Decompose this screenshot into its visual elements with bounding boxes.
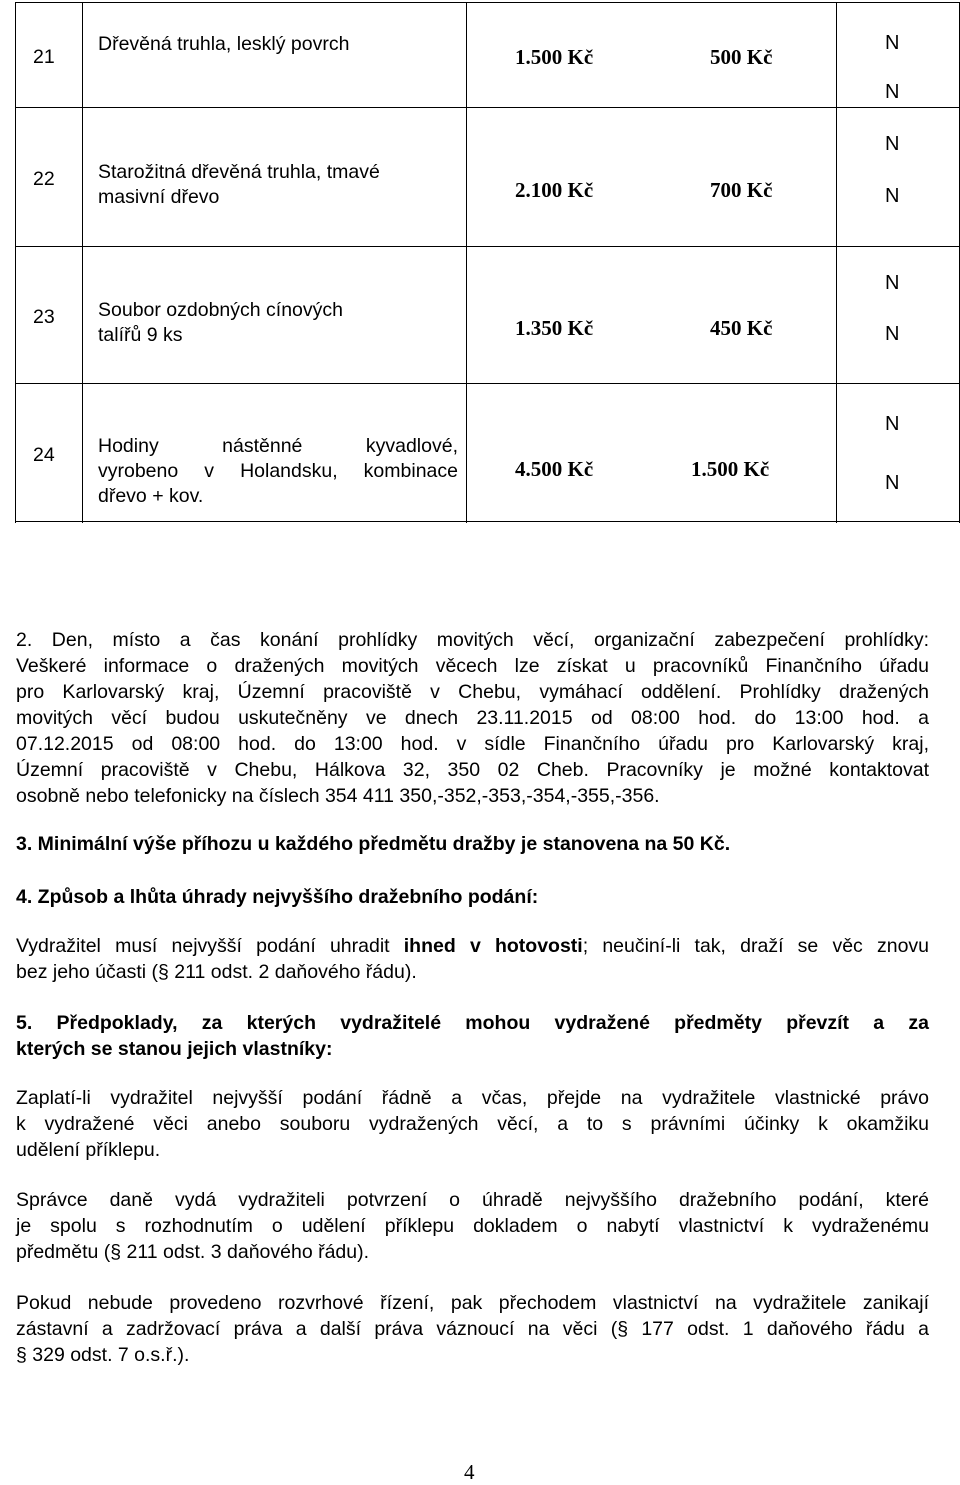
description-line: masivní dřevo (98, 186, 220, 208)
flag-n: N (885, 472, 900, 494)
items-table (15, 2, 960, 523)
minimum-bid: 500 Kč (710, 45, 773, 69)
flag-n: N (885, 323, 900, 345)
text-line: Územní pracoviště v Chebu, Hálkova 32, 350 02 Cheb. Pracovníky je možné kontaktovat (16, 759, 929, 781)
table-border-bottom (15, 521, 960, 522)
section-5-heading (16, 1010, 929, 1062)
section-4-payment-text (16, 933, 929, 985)
heading-line: 5. Předpoklady, za kterých vydražitelé mohou vydražené předměty převzít a za (16, 1012, 929, 1034)
row-number: 24 (33, 444, 55, 466)
row-number: 23 (33, 306, 55, 328)
item-description (98, 434, 458, 509)
minimum-bid: 700 Kč (710, 178, 773, 202)
section-2-inspection (16, 627, 929, 809)
row-number: 21 (33, 46, 55, 68)
minimum-bid: 1.500 Kč (691, 457, 770, 481)
item-description (98, 298, 458, 348)
description-line: talířů 9 ks (98, 324, 183, 346)
text-line: movitých věcí budou uskutečněny ve dnech 23.11.2015 od 08:00 hod. do 13:00 hod. a (16, 707, 929, 729)
item-description (98, 160, 458, 210)
emphasis-text: ihned v hotovosti (403, 935, 583, 957)
text-run: Vydražitel musí nejvyšší podání uhradit (16, 935, 404, 957)
table-col-divider (82, 2, 83, 523)
text-line: udělení příklepu. (16, 1139, 161, 1161)
description-line: vyrobeno v Holandsku, kombinace (98, 460, 458, 482)
row-number: 22 (33, 168, 55, 190)
section-3-minimum-increment: 3. Minimální výše příhozu u každého předmětu dražby je stanovena na 50 Kč. (16, 833, 731, 855)
minimum-bid: 450 Kč (710, 316, 773, 340)
table-border-left (15, 2, 16, 523)
text-line: Správce daně vydá vydražiteli potvrzení o úhradě nejvyššího dražebního podání, které (16, 1189, 929, 1211)
table-border-top (15, 2, 960, 3)
text-line: předmětu (§ 211 odst. 3 daňového řádu). (16, 1241, 370, 1263)
text-run: ; neučiní-li tak, draží se věc znovu (582, 935, 930, 957)
flag-n: N (885, 81, 900, 103)
text-line: Veškeré informace o dražených movitých věcech lze získat u pracovníků Finančního úřadu (16, 655, 929, 677)
table-col-divider (466, 2, 467, 523)
flag-n: N (885, 272, 900, 294)
flag-n: N (885, 32, 900, 54)
section-5-paragraph-3 (16, 1290, 929, 1368)
estimated-price: 4.500 Kč (515, 457, 594, 481)
table-col-divider (836, 2, 837, 523)
text-line: 07.12.2015 od 08:00 hod. do 13:00 hod. v sídle Finančního úřadu pro Karlovarský kraj, (16, 733, 929, 755)
text-line: k vydražené věci anebo souboru vydražených věcí, a to s právními účinky k okamžiku (16, 1113, 929, 1135)
text-line: pro Karlovarský kraj, Územní pracoviště v Chebu, vymáhací oddělení. Prohlídky dražených (16, 681, 929, 703)
heading-line: kterých se stanou jejich vlastníky: (16, 1038, 333, 1060)
text-line: 2. Den, místo a čas konání prohlídky movitých věcí, organizační zabezpečení prohlídky: (16, 629, 929, 651)
section-5-paragraph-2 (16, 1187, 929, 1265)
text-line: Zaplatí-li vydražitel nejvyšší podání řádně a včas, přejde na vydražitele vlastnické právo (16, 1087, 929, 1109)
section-5-paragraph-1 (16, 1085, 929, 1163)
description-line: Soubor ozdobných cínových (98, 299, 343, 321)
page-number: 4 (464, 1460, 475, 1484)
text-line: zástavní a zadržovací práva a další práva váznoucí na věci (§ 177 odst. 1 daňového řádu a (16, 1318, 929, 1340)
flag-n: N (885, 133, 900, 155)
estimated-price: 1.500 Kč (515, 45, 594, 69)
flag-n: N (885, 185, 900, 207)
text-line: osobně nebo telefonicky na číslech 354 411 350,-352,-353,-354,-355,-356. (16, 785, 660, 807)
text-line (16, 933, 929, 959)
table-row-divider (15, 383, 960, 384)
text-line: je spolu s rozhodnutím o udělení příklepu dokladem o nabytí vlastnictví k vydraženému (16, 1215, 929, 1237)
table-row-divider (15, 246, 960, 247)
estimated-price: 2.100 Kč (515, 178, 594, 202)
text-line: § 329 odst. 7 o.s.ř.). (16, 1344, 190, 1366)
text-line: bez jeho účasti (§ 211 odst. 2 daňového řádu). (16, 961, 417, 983)
description-line: dřevo + kov. (98, 485, 204, 507)
description-line: Dřevěná truhla, lesklý povrch (98, 33, 350, 55)
table-row-divider (15, 107, 960, 108)
section-4-heading: 4. Způsob a lhůta úhrady nejvyššího dražebního podání: (16, 886, 539, 908)
estimated-price: 1.350 Kč (515, 316, 594, 340)
text-line: Pokud nebude provedeno rozvrhové řízení, pak přechodem vlastnictví na vydražitele zanikají (16, 1292, 929, 1314)
flag-n: N (885, 413, 900, 435)
item-description (98, 32, 458, 57)
description-line: Hodiny nástěnné kyvadlové, (98, 435, 458, 457)
description-line: Starožitná dřevěná truhla, tmavé (98, 161, 380, 183)
